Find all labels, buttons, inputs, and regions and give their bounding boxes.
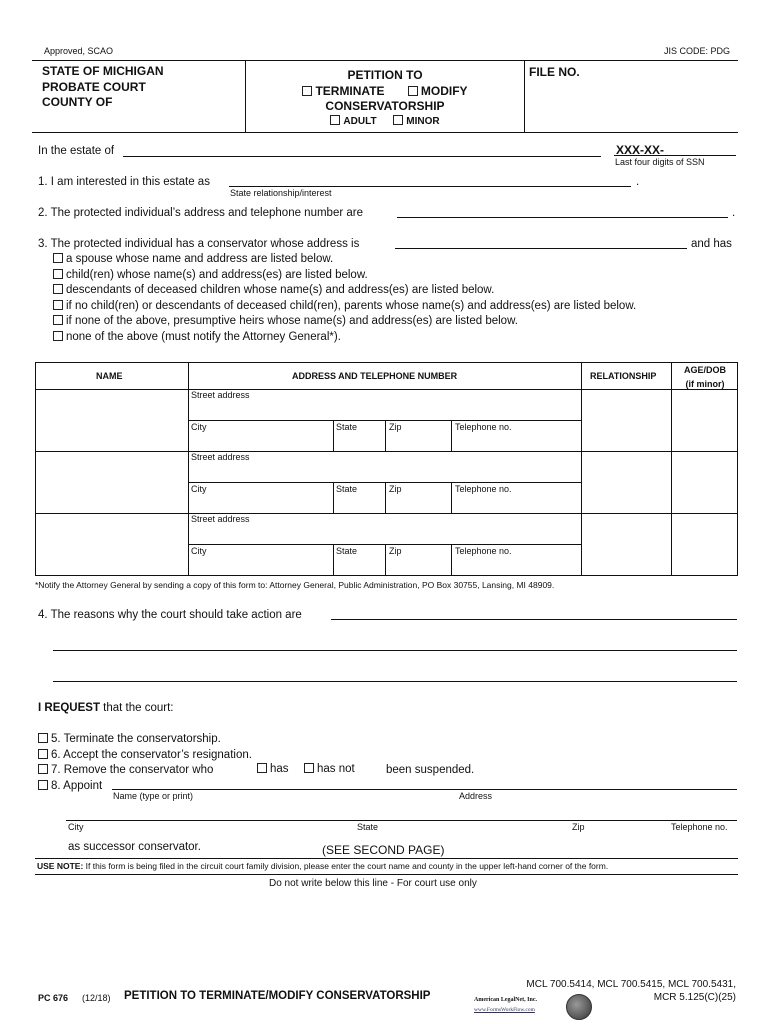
row1-street-label: Street address bbox=[191, 390, 250, 400]
court-line-3: COUNTY OF bbox=[42, 95, 113, 109]
adult-label: ADULT bbox=[343, 115, 377, 127]
interest-caption: State relationship/interest bbox=[230, 188, 332, 198]
address-caption: Address bbox=[459, 791, 493, 801]
city-caption: City bbox=[68, 822, 84, 832]
logo-url: www.FormsWorkFlow.com bbox=[474, 1007, 535, 1013]
ssn-field[interactable] bbox=[614, 155, 736, 156]
option-checkbox[interactable] bbox=[53, 253, 63, 263]
item8-checkbox[interactable] bbox=[38, 780, 48, 790]
age-options bbox=[246, 115, 524, 128]
item2-text: 2. The protected individual’s address and telephone number are bbox=[38, 207, 363, 219]
use-note-bold: USE NOTE: bbox=[37, 861, 84, 871]
option-checkbox[interactable] bbox=[53, 331, 63, 341]
court-block bbox=[42, 64, 164, 111]
has-checkbox[interactable] bbox=[257, 763, 267, 773]
file-no-label: FILE NO. bbox=[529, 65, 580, 79]
protected-address-field[interactable] bbox=[397, 217, 728, 218]
footer-title: PETITION TO TERMINATE/MODIFY CONSERVATORSHIP bbox=[124, 990, 431, 1002]
row2-street-label: Street address bbox=[191, 452, 250, 462]
option-heirs: if none of the above, presumptive heirs whose name(s) and address(es) are listed below. bbox=[53, 314, 636, 330]
item7-checkbox[interactable] bbox=[38, 764, 48, 774]
mcl-line2: MCR 5.125(C)(25) bbox=[653, 992, 736, 1003]
request-heading bbox=[38, 702, 174, 714]
row1-phone-label: Telephone no. bbox=[455, 422, 512, 432]
item7-hasnot: has not bbox=[304, 763, 355, 775]
option-checkbox[interactable] bbox=[53, 284, 63, 294]
reasons-field-3[interactable] bbox=[53, 681, 737, 682]
logo-name: American LegalNet, Inc. bbox=[474, 997, 537, 1003]
item6-checkbox[interactable] bbox=[38, 749, 48, 759]
item1-end: . bbox=[636, 176, 640, 188]
item5-checkbox[interactable] bbox=[38, 733, 48, 743]
option-checkbox[interactable] bbox=[53, 300, 63, 310]
item7: 7. Remove the conservator who bbox=[38, 763, 252, 779]
row2-phone-label: Telephone no. bbox=[455, 484, 512, 494]
option-descendants: descendants of deceased children whose name(s) and address(es) are listed below. bbox=[53, 283, 636, 299]
row1-zip-label: Zip bbox=[389, 422, 402, 432]
mcl-citations bbox=[526, 978, 736, 1004]
option-checkbox[interactable] bbox=[53, 269, 63, 279]
terminate-checkbox[interactable] bbox=[302, 86, 312, 96]
form-number: PC 676 bbox=[38, 993, 69, 1003]
mcl-line1: MCL 700.5414, MCL 700.5415, MCL 700.5431, bbox=[526, 979, 736, 990]
jis-code: JIS CODE: PDG bbox=[663, 46, 730, 56]
option-children: child(ren) whose name(s) and address(es) are listed below. bbox=[53, 268, 636, 284]
conservator-address-field[interactable] bbox=[395, 248, 687, 249]
col-age-line1: AGE/DOB bbox=[683, 365, 726, 375]
reasons-field-1[interactable] bbox=[331, 619, 737, 620]
modify-checkbox[interactable] bbox=[408, 86, 418, 96]
row2-city-label: City bbox=[191, 484, 207, 494]
row3-state-label: State bbox=[336, 546, 358, 556]
item3-text: 3. The protected individual has a conservator whose address is bbox=[38, 238, 360, 250]
estate-name-field[interactable] bbox=[123, 156, 601, 157]
conservatorship-label: CONSERVATORSHIP bbox=[325, 99, 445, 113]
row3-zip-label: Zip bbox=[389, 546, 402, 556]
col-age bbox=[672, 363, 738, 391]
modify-label: MODIFY bbox=[420, 83, 468, 98]
item3-options bbox=[53, 252, 636, 346]
item7-has: has bbox=[257, 763, 289, 775]
court-use-line: Do not write below this line - For court use only bbox=[269, 878, 477, 889]
minor-label: MINOR bbox=[406, 115, 440, 127]
form-date: (12/18) bbox=[82, 993, 111, 1003]
notify-note: *Notify the Attorney General by sending a copy of this form to: Attorney General, Public Administration, PO Box 30755, Lansing, MI 48909. bbox=[35, 580, 555, 590]
request-bold: I REQUEST bbox=[38, 702, 100, 714]
use-note bbox=[37, 861, 608, 871]
item6: 6. Accept the conservator’s resignation. bbox=[38, 748, 252, 764]
col-age-line2: (if minor) bbox=[685, 379, 725, 389]
request-items bbox=[38, 732, 252, 794]
reasons-field-2[interactable] bbox=[53, 650, 737, 651]
request-rest: that the court: bbox=[99, 702, 174, 714]
zip-caption: Zip bbox=[572, 822, 585, 832]
row3-phone-label: Telephone no. bbox=[455, 546, 512, 556]
option-parents: if no child(ren) or descendants of deceased child(ren), parents whose name(s) and address(es) are listed below. bbox=[53, 299, 636, 315]
hasnot-checkbox[interactable] bbox=[304, 763, 314, 773]
state-caption: State bbox=[357, 822, 379, 832]
adult-checkbox[interactable] bbox=[330, 115, 340, 125]
row3-street-label: Street address bbox=[191, 514, 250, 524]
row1-state-label: State bbox=[336, 422, 358, 432]
item4-text: 4. The reasons why the court should take action are bbox=[38, 609, 302, 621]
option-spouse: a spouse whose name and address are listed below. bbox=[53, 252, 636, 268]
globe-logo-icon bbox=[566, 994, 592, 1020]
title-options bbox=[246, 84, 524, 100]
appoint-name-field[interactable] bbox=[112, 789, 737, 790]
use-note-rest: If this form is being filed in the circuit court family division, please enter the court name and county in the upper left-hand corner of the form. bbox=[83, 861, 609, 871]
petition-title bbox=[246, 68, 524, 128]
petition-to: PETITION TO bbox=[347, 68, 423, 82]
item5: 5. Terminate the conservatorship. bbox=[38, 732, 252, 748]
item1-text: 1. I am interested in this estate as bbox=[38, 176, 210, 188]
item2-end: . bbox=[732, 207, 736, 219]
terminate-label: TERMINATE bbox=[315, 83, 385, 98]
phone-caption: Telephone no. bbox=[671, 822, 728, 832]
option-checkbox[interactable] bbox=[53, 315, 63, 325]
interest-field[interactable] bbox=[229, 186, 631, 187]
ssn-caption: Last four digits of SSN bbox=[615, 157, 705, 167]
court-line-2: PROBATE COURT bbox=[42, 79, 146, 94]
item7-end: been suspended. bbox=[386, 764, 475, 776]
col-name: NAME bbox=[96, 371, 123, 381]
item8: 8. Appoint bbox=[38, 779, 252, 795]
row2-zip-label: Zip bbox=[389, 484, 402, 494]
see-second-page: (SEE SECOND PAGE) bbox=[322, 843, 445, 857]
row2-state-label: State bbox=[336, 484, 358, 494]
row1-city-label: City bbox=[191, 422, 207, 432]
estate-label: In the estate of bbox=[38, 145, 115, 157]
col-relationship: RELATIONSHIP bbox=[590, 371, 657, 381]
col-address: ADDRESS AND TELEPHONE NUMBER bbox=[292, 371, 458, 381]
item3-end: and has bbox=[691, 238, 732, 250]
approved-label: Approved, SCAO bbox=[44, 46, 114, 56]
appoint-city-field[interactable] bbox=[66, 820, 737, 821]
row3-city-label: City bbox=[191, 546, 207, 556]
ssn-prefix: XXX-XX- bbox=[616, 143, 665, 157]
successor-text: as successor conservator. bbox=[68, 841, 201, 853]
name-caption: Name (type or print) bbox=[113, 791, 194, 801]
option-none: none of the above (must notify the Attorney General*). bbox=[53, 330, 636, 346]
court-line-1: STATE OF MICHIGAN bbox=[42, 64, 164, 78]
minor-checkbox[interactable] bbox=[393, 115, 403, 125]
